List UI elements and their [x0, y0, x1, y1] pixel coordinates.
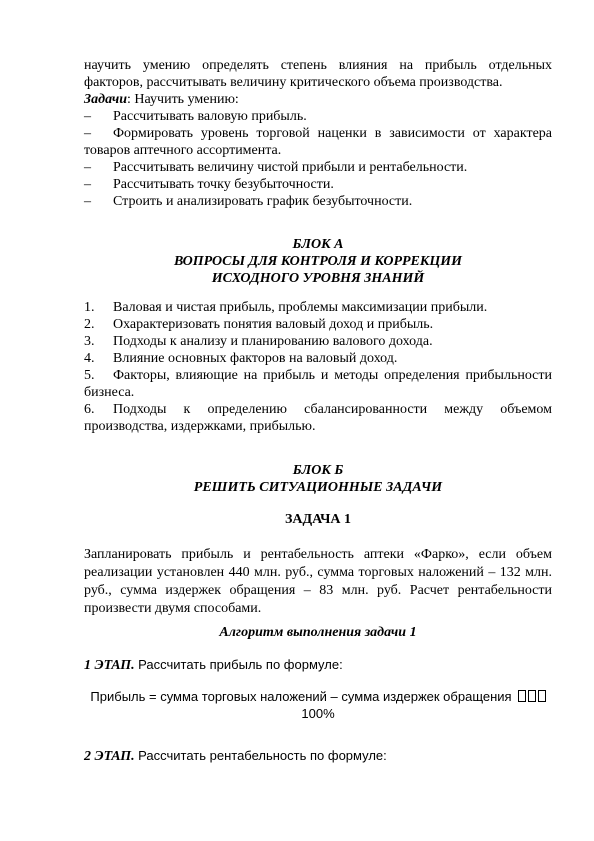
task-item-text: Рассчитывать валовую прибыль. [113, 109, 307, 124]
question-text: Подходы к определению сбалансированности между объемом [113, 402, 552, 417]
task-1-line: Запланировать прибыль и рентабельность аптеки «Фарко», если объем [84, 547, 552, 562]
task-1-line: произвести двумя способами. [84, 601, 262, 616]
question-item [84, 367, 552, 384]
task-item-text: Рассчитывать величину чистой прибыли и рентабельности. [113, 160, 468, 175]
question-text: Охарактеризовать понятия валовый доход и прибыль. [113, 317, 434, 332]
task-item [84, 159, 552, 176]
formula-percent: 100% [301, 706, 335, 721]
question-continuation: бизнеса. [84, 385, 135, 400]
profit-formula [84, 688, 552, 722]
stage-1-label: 1 ЭТАП. [84, 658, 135, 673]
stage-1-line [84, 656, 552, 673]
task-1-title [84, 511, 552, 528]
formula-line [84, 688, 552, 705]
task-item [84, 176, 552, 193]
task-item [84, 125, 552, 142]
question-item [84, 316, 552, 333]
task-1-line: реализации установлен 440 млн. руб., сумма торговых наложений – 132 млн. [84, 565, 552, 580]
question-text: Факторы, влияющие на прибыль и методы определения прибыльности [113, 368, 552, 383]
block-b-subtitle: РЕШИТЬ СИТУАЦИОННЫЕ ЗАДАЧИ [193, 480, 443, 495]
task-item [84, 193, 552, 210]
missing-glyph-icon [528, 690, 536, 702]
algorithm-title [84, 624, 552, 641]
missing-glyph-icon [538, 690, 546, 702]
question-number: 3. [84, 334, 95, 349]
tasks-label: Задачи [84, 92, 128, 107]
stage-2-label: 2 ЭТАП. [84, 749, 135, 764]
question-text: Влияние основных факторов на валовый доход. [113, 351, 398, 366]
question-number: 2. [84, 317, 95, 332]
dash-marker: – [84, 194, 91, 209]
block-a-questions [84, 299, 552, 435]
formula-text: Прибыль = сумма торговых наложений – сумма издержек обращения [90, 689, 512, 704]
dash-marker: – [84, 177, 91, 192]
dash-marker: – [84, 160, 91, 175]
dash-marker: – [84, 109, 91, 124]
question-item [84, 401, 552, 418]
missing-glyph-icon [516, 689, 546, 704]
algorithm-title-text: Алгоритм выполнения задачи 1 [219, 625, 417, 640]
stage-1-text: Рассчитать прибыль по формуле: [138, 657, 343, 672]
tasks-rest: : Научить умению: [127, 92, 239, 107]
intro-line-2: факторов, рассчитывать величину критического объема производства. [84, 75, 503, 90]
question-item [84, 333, 552, 350]
question-number: 4. [84, 351, 95, 366]
question-number: 6. [84, 402, 95, 417]
task-item-text: Формировать уровень торговой наценки в зависимости от характера [113, 126, 552, 141]
stage-2-text: Рассчитать рентабельность по формуле: [138, 748, 387, 763]
intro-paragraph [84, 57, 552, 210]
dash-marker: – [84, 126, 91, 141]
task-1-title-text: ЗАДАЧА 1 [284, 512, 351, 527]
task-item-continuation: товаров аптечного ассортимента. [84, 143, 282, 158]
block-b-heading [84, 462, 552, 496]
intro-line-1: научить умению определять степень влияния на прибыль отдельных [84, 58, 552, 73]
task-item-text: Строить и анализировать график безубыточности. [113, 194, 413, 209]
stage-1 [84, 656, 552, 673]
task-item [84, 108, 552, 125]
task-1-line: руб., сумма издержек обращения – 83 млн. руб. Расчет рентабельности [84, 583, 552, 598]
stage-2 [84, 747, 552, 764]
task-1-paragraph [84, 546, 552, 618]
question-text: Валовая и чистая прибыль, проблемы максимизации прибыли. [113, 300, 488, 315]
block-a-subtitle-1: ВОПРОСЫ ДЛЯ КОНТРОЛЯ И КОРРЕКЦИИ [173, 254, 463, 269]
question-number: 5. [84, 368, 95, 383]
tasks-heading [84, 91, 552, 108]
task-item-text: Рассчитывать точку безубыточности. [113, 177, 334, 192]
question-continuation: производства, издержками, прибылью. [84, 419, 316, 434]
question-number: 1. [84, 300, 95, 315]
block-a-heading [84, 236, 552, 287]
block-b-title: БЛОК Б [292, 463, 344, 478]
question-item [84, 299, 552, 316]
question-text: Подходы к анализу и планированию валового дохода. [113, 334, 433, 349]
block-a-subtitle-2: ИСХОДНОГО УРОВНЯ ЗНАНИЙ [211, 271, 425, 286]
stage-2-line [84, 747, 552, 764]
block-a-title: БЛОК А [292, 237, 344, 252]
missing-glyph-icon [518, 690, 526, 702]
question-item [84, 350, 552, 367]
